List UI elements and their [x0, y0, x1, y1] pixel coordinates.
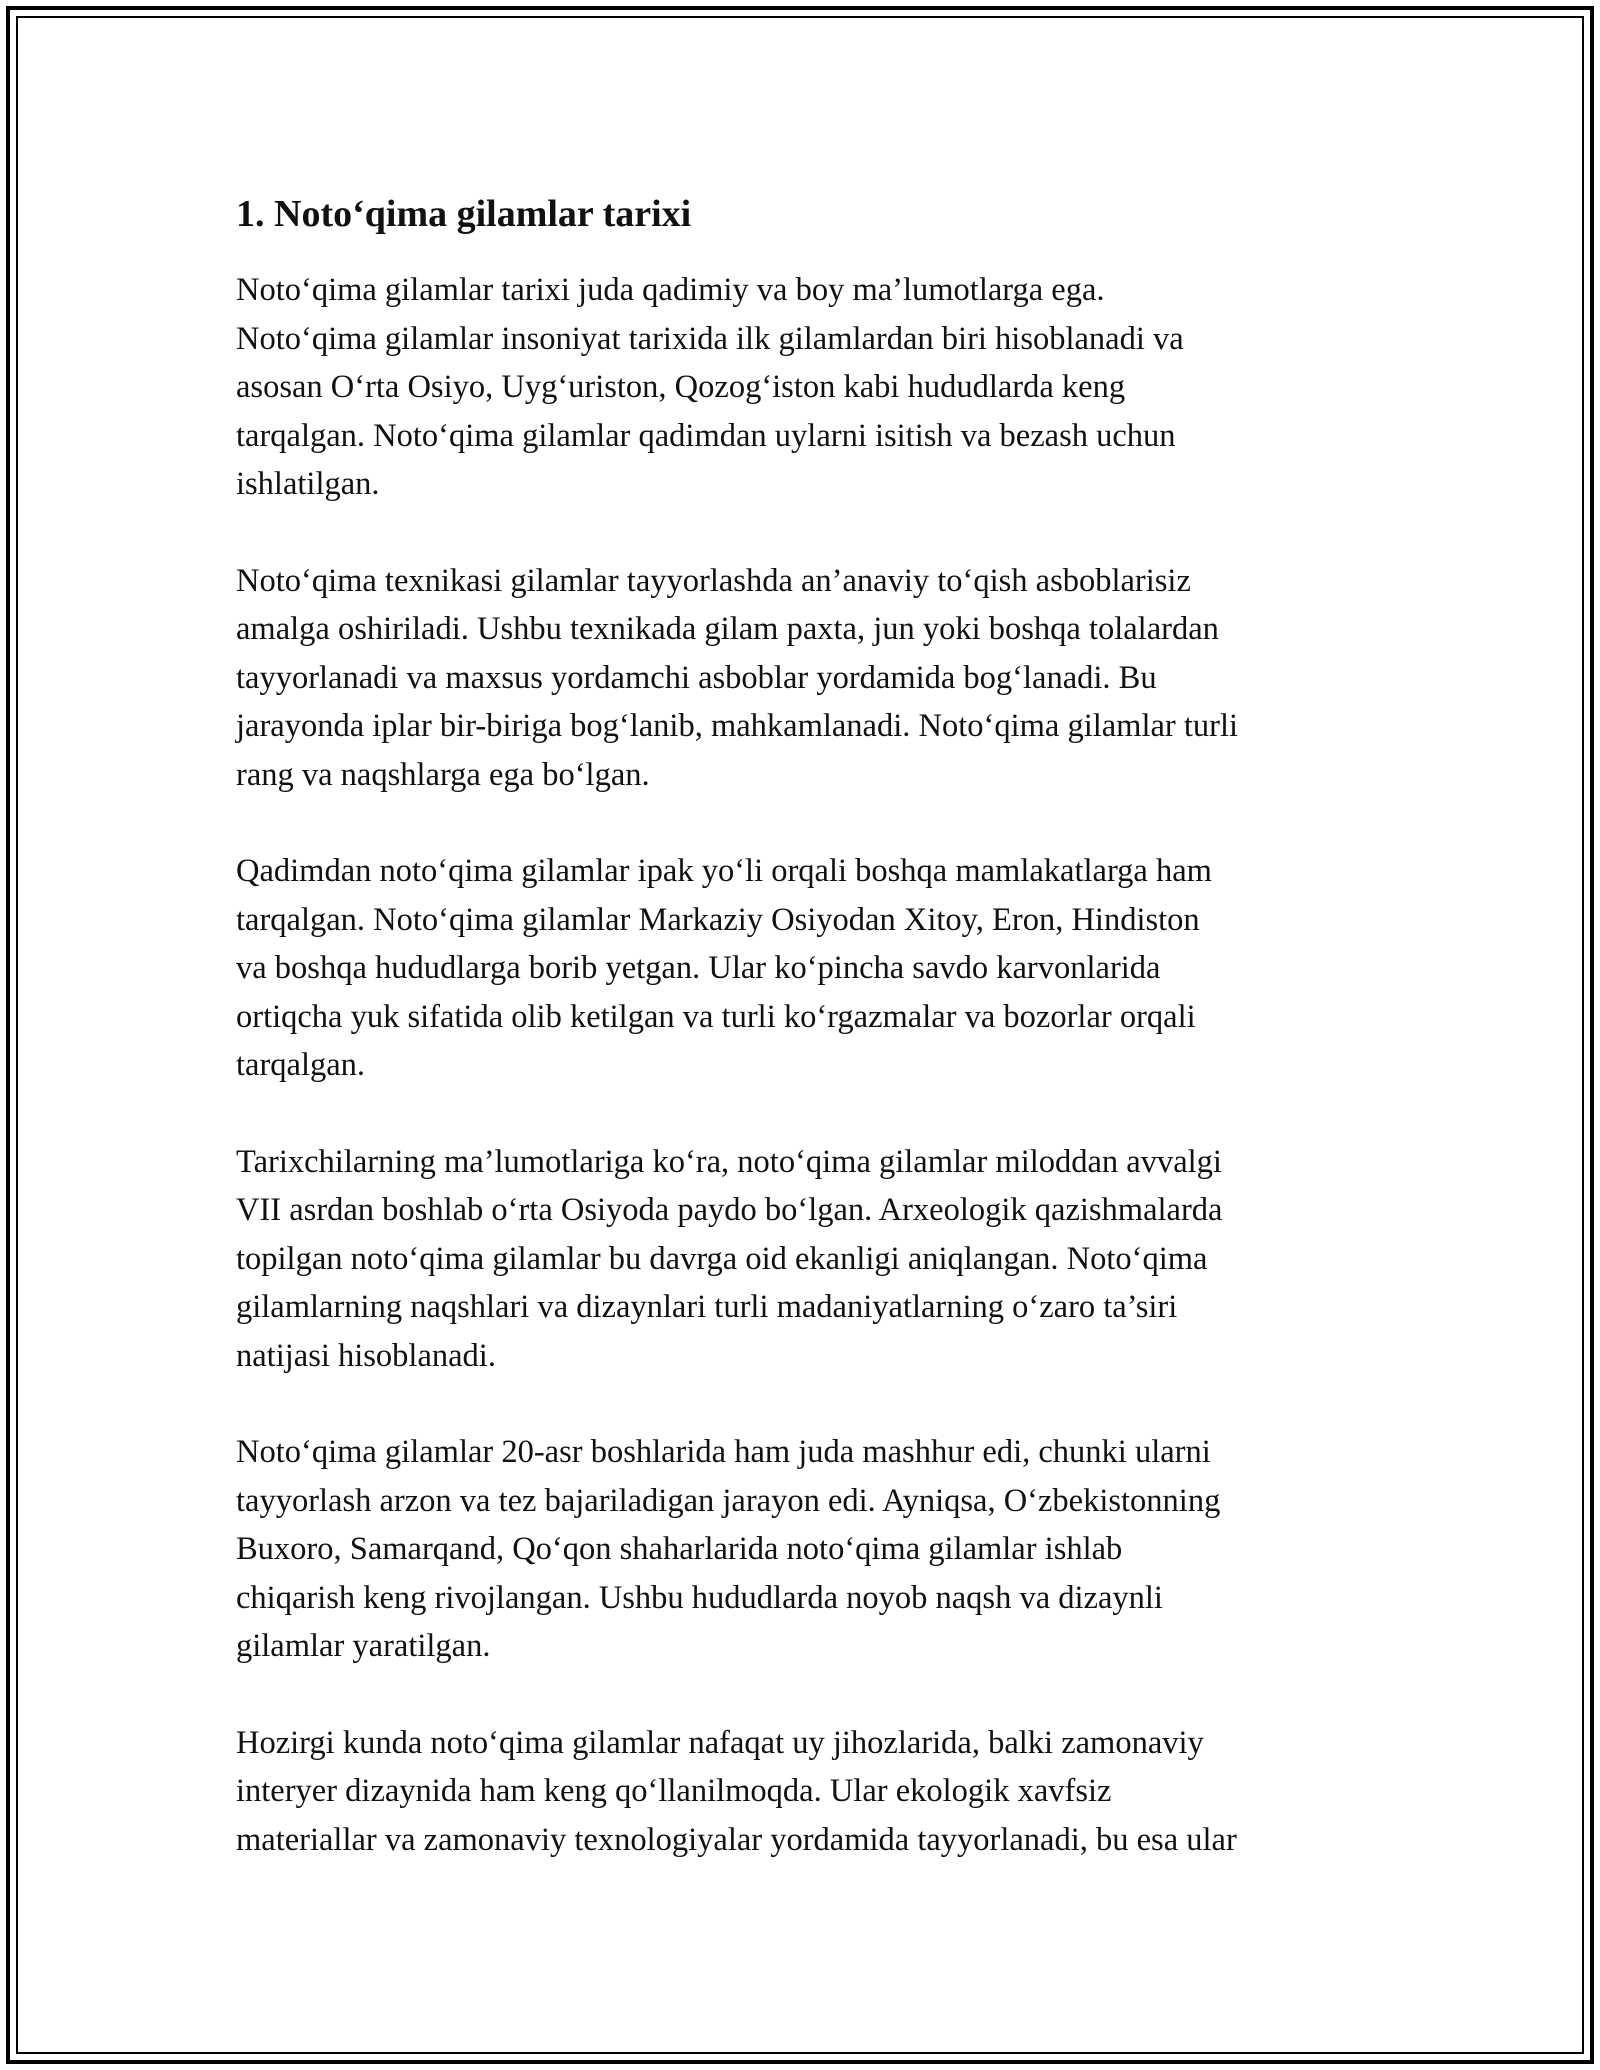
text-line: gilamlarning naqshlari va dizaynlari turli madaniyatlarning o‘zaro ta’siri	[236, 1289, 1178, 1325]
text-line: Noto‘qima texnikasi gilamlar tayyorlashda an’anaviy to‘qish asboblarisiz	[236, 562, 1191, 599]
paragraph	[236, 1719, 1376, 1865]
paragraph	[236, 557, 1376, 800]
text-line: materiallar va zamonaviy texnologiyalar yordamida tayyorlanadi, bu esa ular	[236, 1821, 1237, 1858]
text-line: ortiqcha yuk sifatida olib ketilgan va turli ko‘rgazmalar va bozorlar orqali	[236, 998, 1196, 1035]
text-line: VII asrdan boshlab o‘rta Osiyoda paydo bo‘lgan. Arxeologik qazishmalarda	[236, 1192, 1223, 1228]
text-line: natijasi hisoblanadi.	[236, 1337, 496, 1374]
text-line: va boshqa hududlarga borib yetgan. Ular ko‘pincha savdo karvonlarida	[236, 950, 1161, 986]
text-line: Qadimdan noto‘qima gilamlar ipak yo‘li orqali boshqa mamlakatlarga ham	[236, 853, 1212, 889]
text-line: rang va naqshlarga ega bo‘lgan.	[236, 756, 650, 793]
paragraph	[236, 266, 1376, 509]
text-line: ishlatilgan.	[236, 466, 380, 502]
text-line: Hozirgi kunda noto‘qima gilamlar nafaqat uy jihozlarida, balki zamonaviy	[236, 1724, 1204, 1761]
text-line: jarayonda iplar bir-biriga bog‘lanib, mahkamlanadi. Noto‘qima gilamlar turli	[236, 708, 1239, 744]
text-line: tayyorlash arzon va tez bajariladigan jarayon edi. Ayniqsa, O‘zbekistonning	[236, 1482, 1221, 1519]
text-line: amalga oshiriladi. Ushbu texnikada gilam paxta, jun yoki boshqa tolalardan	[236, 611, 1219, 647]
section-heading: 1. Noto‘qima gilamlar tarixi	[236, 193, 692, 235]
text-line: Noto‘qima gilamlar insoniyat tarixida ilk gilamlardan biri hisoblanadi va	[236, 320, 1184, 357]
paragraph	[236, 1428, 1376, 1671]
text-line: asosan O‘rta Osiyo, Uyg‘uriston, Qozog‘iston kabi hududlarda keng	[236, 369, 1126, 405]
text-line: Noto‘qima gilamlar 20-asr boshlarida ham juda mashhur edi, chunki ularni	[236, 1434, 1211, 1470]
text-line: tayyorlanadi va maxsus yordamchi asboblar yordamida bog‘lanadi. Bu	[236, 659, 1157, 696]
paragraph	[236, 847, 1376, 1090]
text-line: Noto‘qima gilamlar tarixi juda qadimiy va boy ma’lumotlarga ega.	[236, 272, 1105, 308]
text-line: interyer dizaynida ham keng qo‘llanilmoqda. Ular ekologik xavfsiz	[236, 1773, 1112, 1809]
text-line: chiqarish keng rivojlangan. Ushbu hududlarda noyob naqsh va dizaynli	[236, 1579, 1163, 1616]
text-line: tarqalgan. Noto‘qima gilamlar qadimdan uylarni isitish va bezash uchun	[236, 417, 1176, 454]
text-line: topilgan noto‘qima gilamlar bu davrga oid ekanligi aniqlangan. Noto‘qima	[236, 1240, 1208, 1277]
text-line: Buxoro, Samarqand, Qo‘qon shaharlarida noto‘qima gilamlar ishlab	[236, 1531, 1123, 1567]
paragraph	[236, 1138, 1376, 1381]
text-line: gilamlar yaratilgan.	[236, 1628, 491, 1664]
text-line: tarqalgan. Noto‘qima gilamlar Markaziy Osiyodan Xitoy, Eron, Hindiston	[236, 901, 1200, 938]
text-line: tarqalgan.	[236, 1047, 366, 1083]
document-content	[236, 186, 1376, 1912]
text-line: Tarixchilarning ma’lumotlariga ko‘ra, noto‘qima gilamlar miloddan avvalgi	[236, 1143, 1222, 1180]
